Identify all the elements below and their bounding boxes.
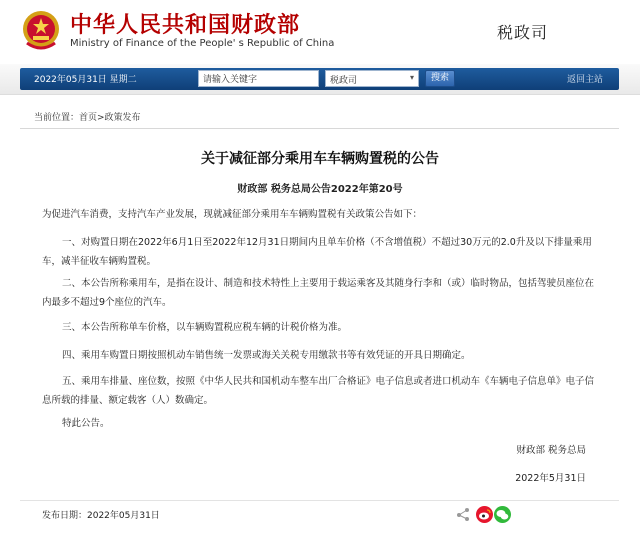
site-name-en: Ministry of Finance of the People' s Republic of China	[70, 38, 335, 49]
issuer: 财政部 税务总局	[516, 445, 586, 456]
weibo-icon[interactable]	[476, 506, 493, 523]
breadcrumb[interactable]: 当前位置：首页>政策发布	[34, 113, 141, 123]
section-name: 税政司	[497, 23, 549, 42]
share-link-icon[interactable]	[455, 506, 472, 523]
publish-date: 发布日期：2022年05月31日	[42, 511, 160, 521]
paragraph-3: 三、本公告所称单车价格，以车辆购置税应税车辆的计税价格为准。	[62, 322, 348, 333]
section-select[interactable]	[325, 70, 419, 87]
national-emblem-icon	[21, 9, 61, 53]
current-date: 2022年05月31日 星期二	[34, 75, 137, 85]
nav-bar	[0, 64, 640, 95]
paragraph-1: 一、对购置日期在2022年6月1日至2022年12月31日期间内且单车价格（不含增值税）不超过30万元的2.0升及以下排量乘用车，减半征收车辆购置税。	[42, 237, 592, 267]
site-name-cn: 中华人民共和国财政部	[70, 13, 301, 38]
paragraph-4: 四、乘用车购置日期按照机动车销售统一发票或海关关税专用缴款书等有效凭证的开具日期确定。	[62, 350, 471, 361]
footer-divider	[20, 500, 619, 501]
paragraph-2: 二、本公告所称乘用车，是指在设计、制造和技术特性上主要用于载运乘客及其随身行李和（或）临时物品，包括驾驶员座位在内最多不超过9个座位的汽车。	[42, 278, 595, 308]
nav-bar-inner	[20, 68, 619, 90]
wechat-icon[interactable]	[494, 506, 511, 523]
search-input[interactable]	[198, 70, 319, 87]
document-number: 财政部 税务总局公告2022年第20号	[237, 184, 403, 195]
chevron-down-icon: ▾	[409, 73, 414, 82]
search-button[interactable]: 搜索	[425, 70, 455, 87]
sign-date: 2022年5月31日	[515, 473, 586, 484]
site-header	[0, 0, 640, 64]
return-home-link[interactable]: 返回主站	[566, 75, 603, 85]
paragraph-5: 五、乘用车排量、座位数，按照《中华人民共和国机动车整车出厂合格证》电子信息或者进口机动车《车辆电子信息单》电子信息所载的排量、额定载客（人）数确定。	[42, 376, 595, 406]
article-title: 关于减征部分乘用车车辆购置税的公告	[201, 151, 439, 167]
section-select-value: 税政司	[330, 76, 358, 86]
paragraph-intro: 为促进汽车消费，支持汽车产业发展，现就减征部分乘用车车辆购置税有关政策公告如下：	[42, 209, 423, 220]
divider	[20, 128, 619, 129]
paragraph-closing: 特此公告。	[62, 418, 110, 429]
